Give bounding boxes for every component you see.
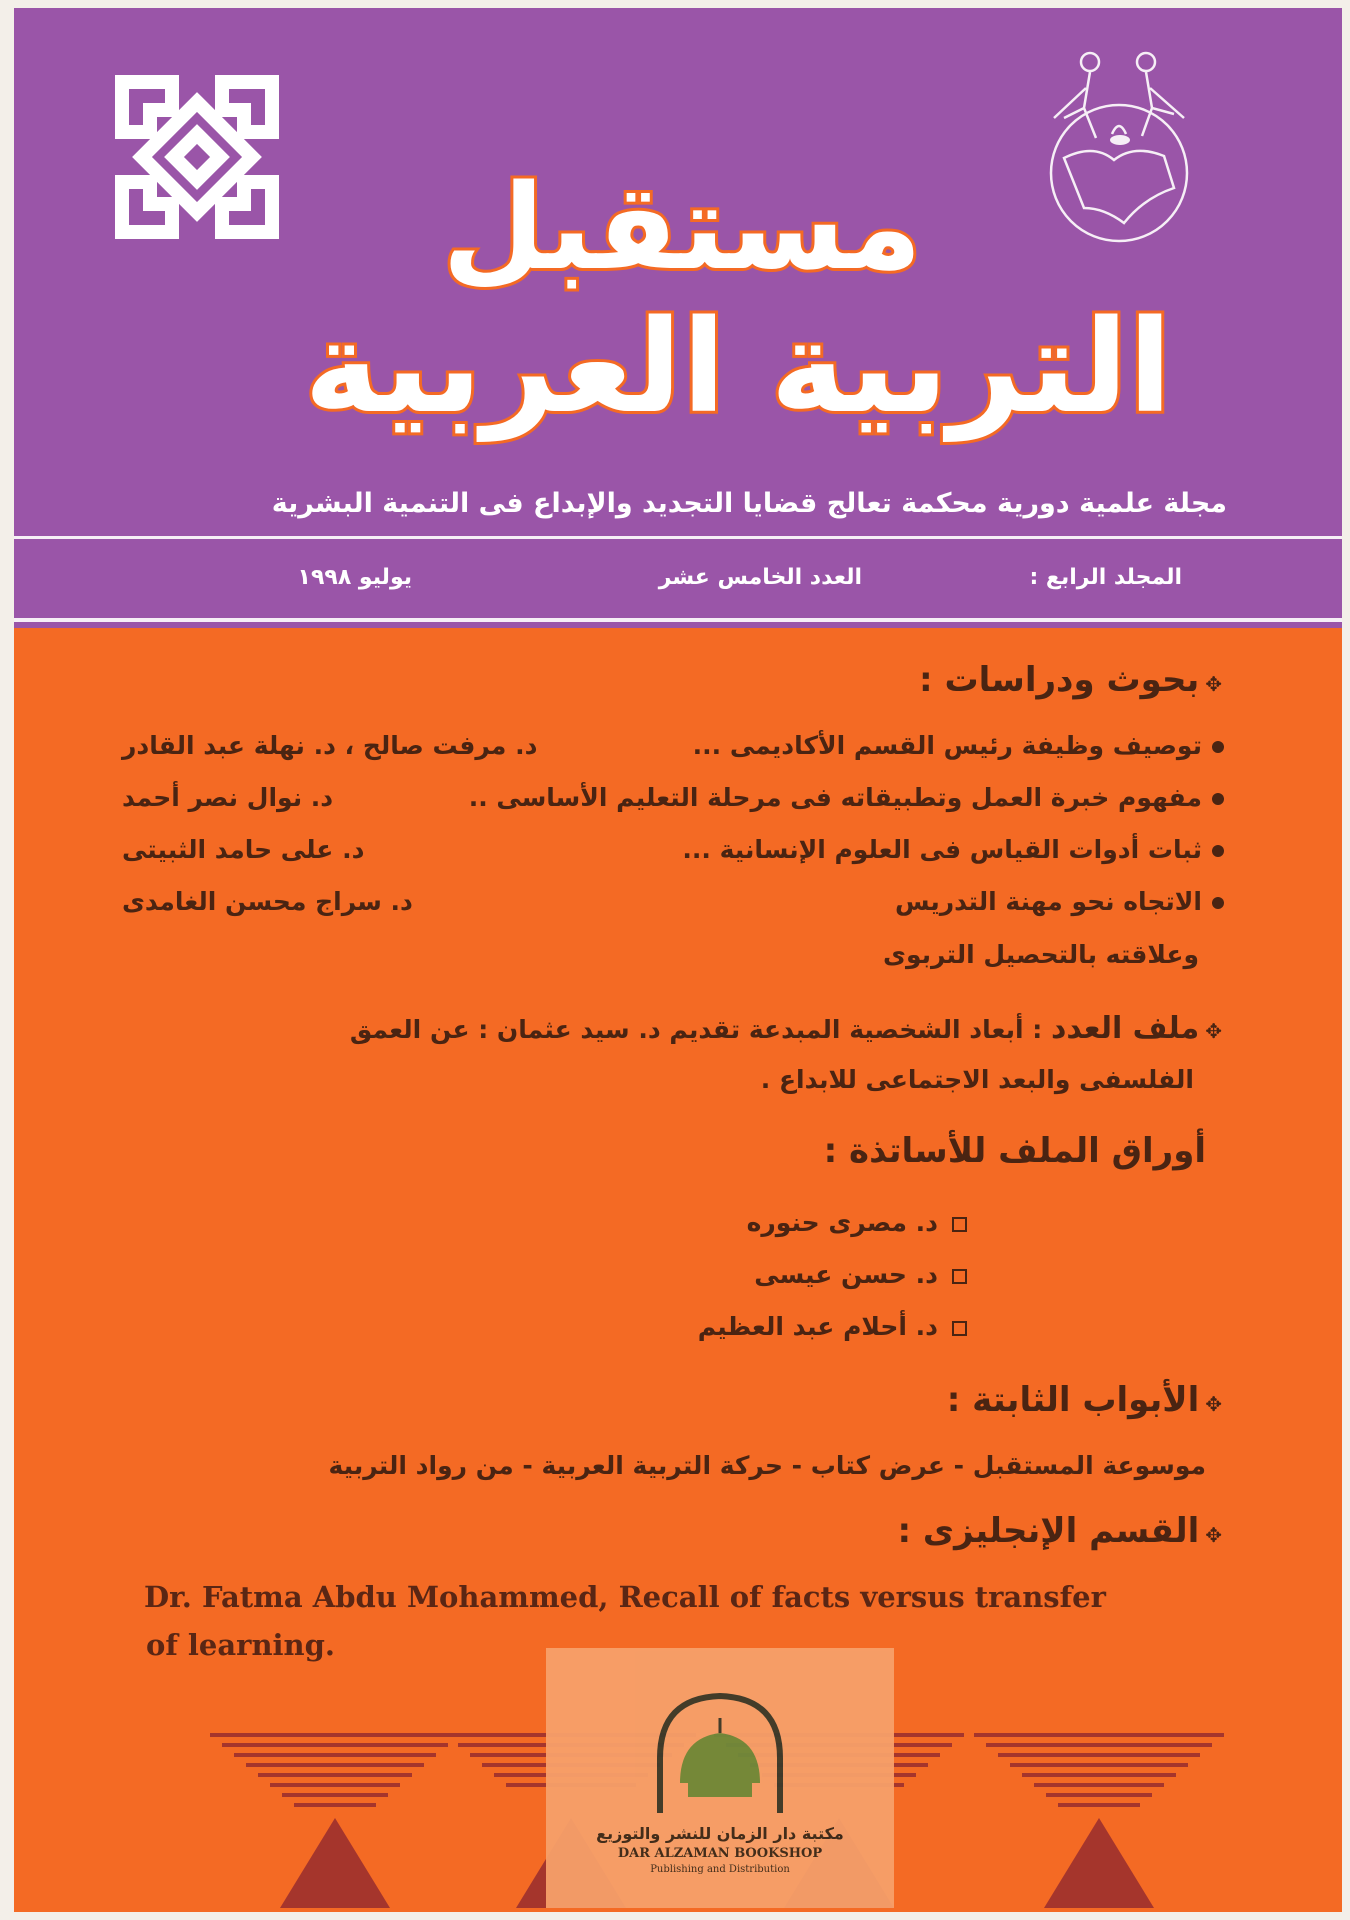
volume-label: المجلد الرابع : (1029, 565, 1182, 590)
dossier-line (350, 1011, 1222, 1046)
english-heading: ✥القسم الإنجليزى : (897, 1511, 1222, 1551)
diamond-bullet-icon: ✥ (1205, 1392, 1222, 1416)
bullet-icon (1212, 793, 1224, 805)
author-text: د. مرفت صالح ، د. نهلة عبد القادر (122, 731, 538, 760)
list-item: د. مصرى حنوره (747, 1208, 967, 1237)
research-heading: ✥بحوث ودراسات : (919, 660, 1222, 700)
globe-children-emblem-icon (1024, 48, 1204, 248)
list-item-continuation: وعلاقته بالتحصيل التربوى (883, 940, 1199, 969)
bullet-icon (1212, 897, 1224, 909)
author-text: د. سراج محسن الغامدى (122, 887, 413, 916)
sticker-subtitle: Publishing and Distribution (650, 1864, 790, 1875)
dossier-text: : أبعاد الشخصية المبدعة تقديم د. سيد عثمان : عن العمق (349, 1015, 1043, 1044)
checkbox-bullet-icon (952, 1269, 967, 1284)
author-text: د. نوال نصر أحمد (122, 783, 334, 812)
dossier-heading: ملف العدد (1051, 1011, 1200, 1046)
list-item: توصيف وظيفة رئيس القسم الأكاديمى ... (693, 731, 1224, 760)
magazine-cover (14, 8, 1342, 1912)
author-text: د. على حامد الثبيتى (122, 835, 365, 864)
issue-label: العدد الخامس عشر (658, 565, 862, 590)
header-band (14, 8, 1342, 628)
list-item: د. حسن عيسى (754, 1260, 967, 1289)
title-line-1: مستقبل (442, 158, 922, 296)
divider (14, 536, 1342, 539)
list-item: د. أحلام عبد العظيم (698, 1312, 967, 1341)
bookshop-sticker (546, 1648, 894, 1908)
arabesque-logo-icon (112, 72, 282, 242)
dossier-text-2: الفلسفى والبعد الاجتماعى للابداع . (760, 1065, 1194, 1094)
list-item: الاتجاه نحو مهنة التدريس (895, 887, 1224, 916)
date-label: يوليو ١٩٩٨ (297, 565, 412, 590)
papers-heading: أوراق الملف للأساتذة : (823, 1131, 1206, 1171)
triangle-ornament-icon (974, 1723, 1224, 1912)
checkbox-bullet-icon (952, 1217, 967, 1232)
fixed-heading: ✥الأبواب الثابتة : (946, 1380, 1222, 1420)
english-line-2: of learning. (146, 1628, 336, 1662)
subtitle: مجلة علمية دورية محكمة تعالج قضايا التجديد والإبداع فى التنمية البشرية (271, 488, 1227, 519)
triangle-ornament-icon (210, 1723, 460, 1912)
bullet-icon (1212, 741, 1224, 753)
mosque-dome-icon (650, 1688, 790, 1818)
divider (14, 618, 1342, 622)
list-item: ثبات أدوات القياس فى العلوم الإنسانية ... (682, 835, 1224, 864)
fixed-line: موسوعة المستقبل - عرض كتاب - حركة التربية العربية - من رواد التربية (328, 1451, 1206, 1480)
title-line-2: التربية العربية (303, 293, 1172, 442)
sticker-english: DAR ALZAMAN BOOKSHOP (617, 1846, 823, 1861)
english-line-1: Dr. Fatma Abdu Mohammed, Recall of facts versus transfer (144, 1580, 1106, 1614)
checkbox-bullet-icon (952, 1321, 967, 1336)
list-item: مفهوم خبرة العمل وتطبيقاته فى مرحلة التعليم الأساسى .. (469, 783, 1224, 812)
diamond-bullet-icon: ✥ (1205, 672, 1222, 696)
sticker-arabic: مكتبة دار الزمان للنشر والتوزيع (596, 1824, 844, 1843)
diamond-bullet-icon: ✥ (1205, 1019, 1222, 1043)
diamond-bullet-icon: ✥ (1205, 1523, 1222, 1547)
bullet-icon (1212, 845, 1224, 857)
